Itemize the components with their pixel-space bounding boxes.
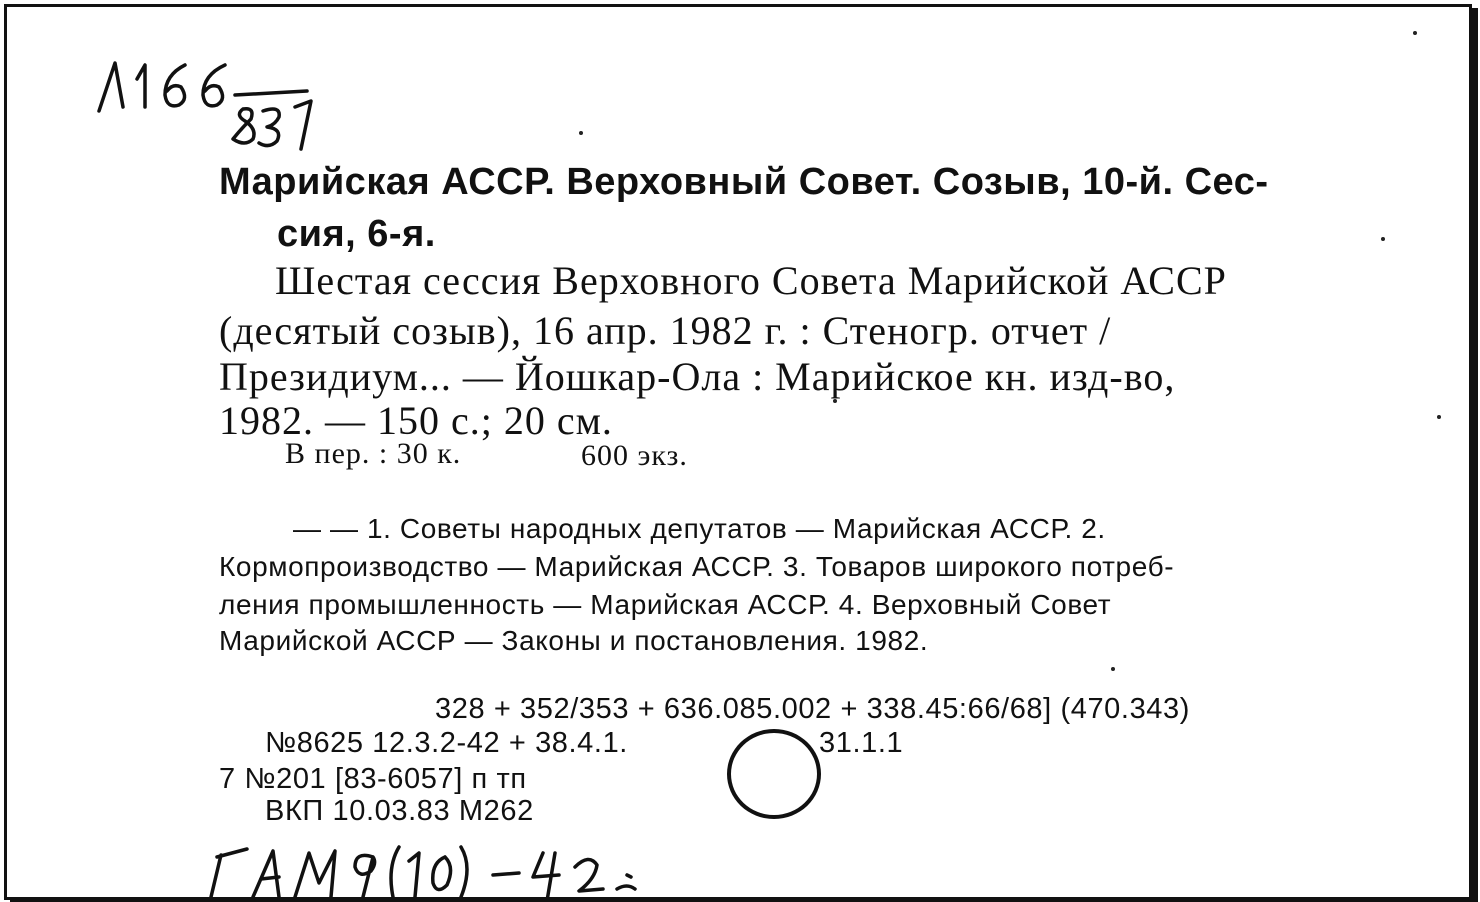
classification-line-2a: №8625 12.3.2-42 + 38.4.1.	[265, 727, 628, 759]
body-line-4: 1982. — 150 с.; 20 см.	[219, 398, 613, 443]
handwritten-call-number	[85, 45, 345, 165]
subjects-line-4: Марийской АССР — Законы и постановления. 1982.	[219, 625, 929, 656]
binding-price: В пер. : 30 к.	[285, 437, 462, 470]
copies-count: 600 экз.	[581, 439, 688, 472]
classification-line-4: ВКП 10.03.83 М262	[265, 795, 534, 827]
scan-speck	[1437, 415, 1441, 419]
heading-line-2: сия, 6-я.	[277, 213, 436, 255]
subjects-line-1: — — 1. Советы народных депутатов — Марийская АССР. 2.	[293, 513, 1106, 544]
body-line-2: (десятый созыв), 16 апр. 1982 г. : Стеногр. отчет /	[219, 308, 1112, 353]
scan-speck	[1381, 237, 1385, 241]
punch-hole	[727, 729, 821, 819]
classification-line-1: 328 + 352/353 + 636.085.002 + 338.45:66/68] (470.343)	[435, 693, 1191, 725]
handwritten-shelf-mark	[203, 827, 703, 900]
scan-speck	[833, 399, 837, 403]
scan-speck	[579, 131, 583, 135]
heading-line-1: Марийская АССР. Верховный Совет. Созыв, 10-й. Сес-	[219, 161, 1269, 203]
scan-speck	[1413, 31, 1417, 35]
body-line-3: Президиум... — Йошкар-Ола : Марийское кн. изд-во,	[219, 354, 1176, 399]
subjects-line-2: Кормопроизводство — Марийская АССР. 3. Товаров широкого потреб-	[219, 551, 1175, 582]
classification-line-2b: 31.1.1	[819, 727, 904, 759]
scan-speck	[1111, 667, 1115, 671]
subjects-line-3: ления промышленность — Марийская АССР. 4. Верховный Совет	[219, 589, 1112, 620]
catalog-card	[4, 4, 1472, 900]
classification-line-3: 7 №201 [83-6057] п тп	[219, 763, 527, 795]
body-line-1: Шестая сессия Верховного Совета Марийской АССР	[275, 258, 1227, 303]
